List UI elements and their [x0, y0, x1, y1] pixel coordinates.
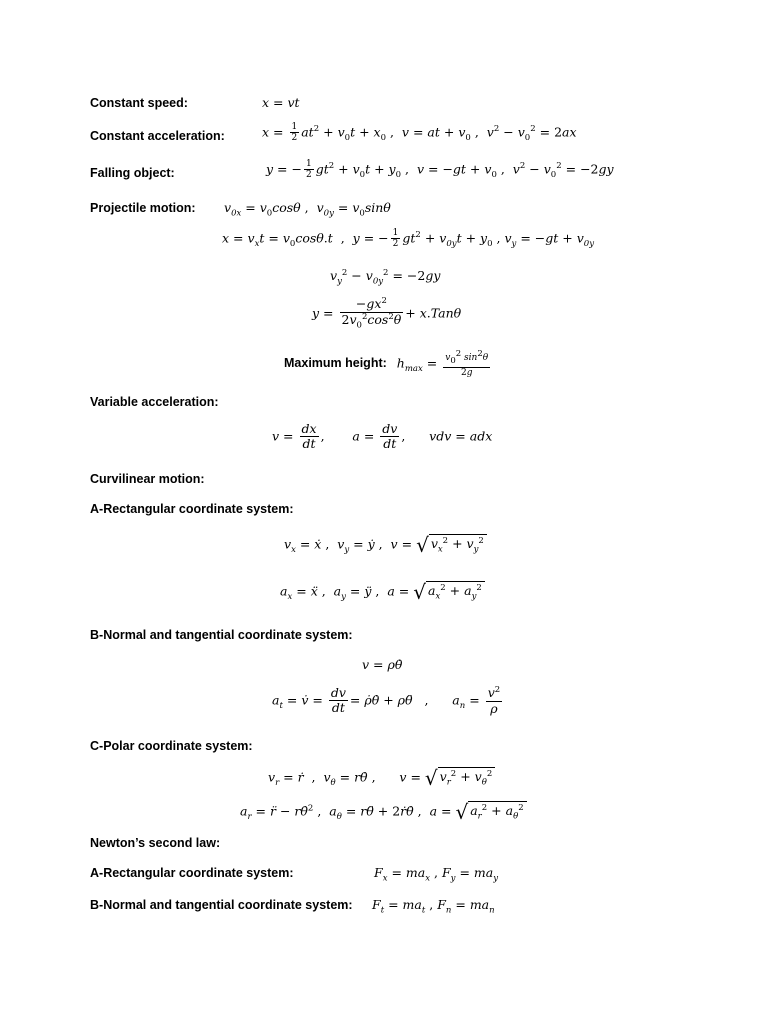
- eq-constant-acceleration: x = $\frac{1}{2}$ $at^2 + v_0t + x_0$ , v = at + $v_0$ , $v^2 - v_0^2 = 2ax$: [262, 122, 577, 144]
- eq-constant-speed: x = vt: [262, 95, 300, 110]
- eq-projectile-trajectory: y = $\frac{-gx^2}{2v_0^2\cos^2\theta}$ + x.Tanθ: [312, 296, 462, 331]
- label-newtons-second-law: Newton’s second law:: [90, 836, 221, 850]
- eq-variable-acceleration: v = $\frac{dx}{dt}$ , a = $\frac{dv}{dt}$ , vdv = adx: [272, 421, 493, 452]
- label-constant-acceleration: Constant acceleration:: [90, 129, 225, 143]
- label-newton-rectangular: A-Rectangular coordinate system:: [90, 866, 294, 880]
- eq-falling-object: y = − $\frac{1}{2}$ $gt^2 + v_0t + y_0$ , $v = -gt + v_0$ , $v^2 - v_0^2 = -2gy$: [266, 159, 614, 181]
- label-polar-coordinate-system: C-Polar coordinate system:: [90, 739, 253, 753]
- label-newton-normal-tangential: B-Normal and tangential coordinate system:: [90, 898, 353, 912]
- eq-nt-velocity: v = ρθ̇: [362, 657, 403, 672]
- eq-nt-acceleration: $a_t$ = v̇ = $\frac{dv}{dt}$ = ρ̇θ̇ + ρθ̈ , $a_n$ = $\frac{v^2}{\rho}$: [272, 685, 501, 716]
- label-maximum-height: Maximum height:: [284, 356, 387, 371]
- eq-newton-normal-tangential: $F_t = ma_t$ , $F_n = ma_n$: [372, 897, 495, 916]
- eq-projectile-components: $v_{0x} = v_0\cos\theta$ , $v_{0y} = v_0\sin\theta$: [224, 200, 391, 219]
- eq-polar-acceleration: $a_r$ = r̈ − rθ̇$^2$ , $a_\theta$ = rθ̈ + 2ṙθ̇ , a = √ $a_r^2 + a_\theta^2$: [240, 800, 527, 824]
- eq-maximum-height: Maximum height: $h_{max}$ = $\frac{v_0^2 \sin^2\theta}{2g}$: [284, 349, 489, 378]
- label-variable-acceleration: Variable acceleration:: [90, 395, 219, 409]
- label-curvilinear-motion: Curvilinear motion:: [90, 472, 205, 486]
- label-constant-speed: Constant speed:: [90, 96, 188, 110]
- label-normal-tangential-coordinate-system: B-Normal and tangential coordinate system:: [90, 628, 353, 642]
- label-projectile-motion: Projectile motion:: [90, 201, 196, 215]
- label-rectangular-coordinate-system: A-Rectangular coordinate system:: [90, 502, 294, 516]
- eq-projectile-position: $x = v_xt = v_0\cos\theta.t$ , y = − $\frac{1}{2}$ $gt^2 + v_{0y}t + y_0$ , $v_y = -gt + v_{0y}$: [222, 228, 594, 250]
- eq-projectile-velocity: $v_y^2 - v_{0y}^2 = -2gy$: [330, 268, 441, 287]
- eq-polar-velocity: $v_r$ = ṙ , $v_\theta$ = rθ̇ , v = √ $v_r^2 + v_\theta^2$: [268, 766, 495, 790]
- eq-rect-velocity: $v_x$ = ẋ , $v_y$ = ẏ , v = √ $v_x^2 + v_y^2$: [284, 533, 487, 557]
- eq-newton-rectangular: $F_x = ma_x$ , $F_y = ma_y$: [374, 865, 499, 884]
- label-falling-object: Falling object:: [90, 166, 175, 180]
- eq-rect-acceleration: $a_x$ = ẍ , $a_y$ = ÿ , a = √ $a_x^2 + a_y^2$: [280, 580, 485, 604]
